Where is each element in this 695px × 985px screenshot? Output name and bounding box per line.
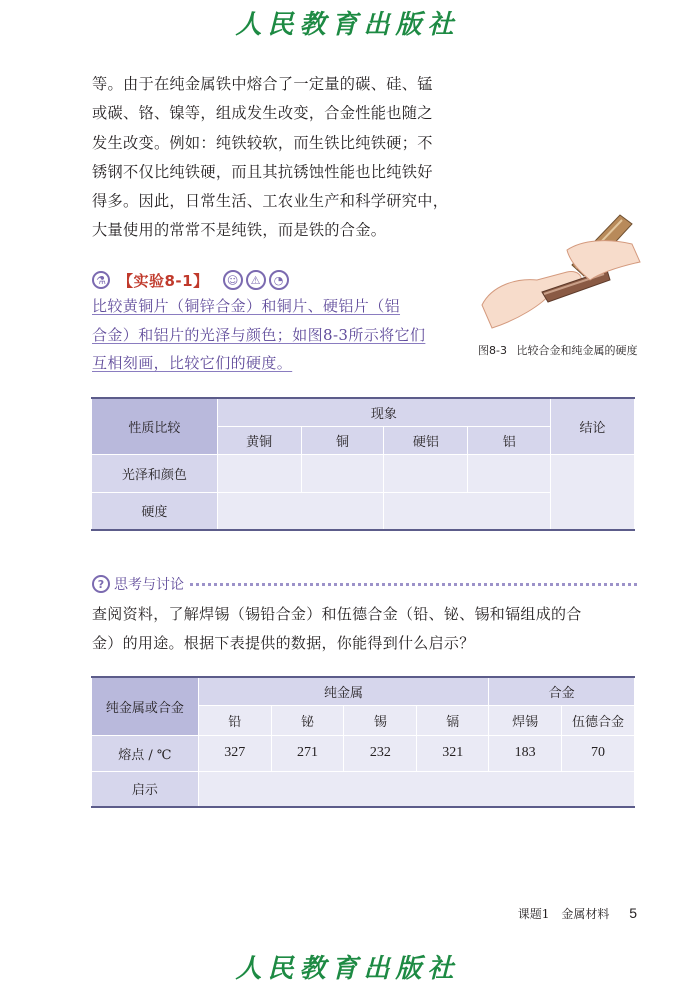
melting-point-value: 327: [198, 735, 271, 771]
material-header: 铝: [468, 426, 551, 454]
experiment-results-table: [91, 397, 635, 531]
intro-line: 等。由于在纯金属铁中熔合了一定量的碳、硅、锰: [92, 75, 433, 93]
intro-line: 锈钢不仅比纯铁硬，而且其抗锈蚀性能也比纯铁好: [92, 162, 433, 181]
melting-point-label: 熔点 / ℃: [92, 735, 199, 771]
goggles-icon: ☺: [223, 270, 243, 290]
item-header: 镉: [417, 705, 489, 735]
empty-cell: [468, 454, 551, 492]
publisher-logo-header: 人民教育出版社: [235, 10, 460, 40]
warning-icon: ⚠: [246, 270, 266, 290]
section-label: 课题1 金属材料: [517, 907, 610, 921]
experiment-instructions: [92, 292, 447, 378]
melting-point-table: [91, 676, 635, 808]
melting-point-value: 183: [489, 735, 562, 771]
hint-cell: [198, 771, 634, 807]
hint-label: 启示: [92, 771, 199, 807]
row-label: 光泽和颜色: [92, 454, 218, 492]
intro-line: 大量使用的常常不是纯铁，而是铁的合金。: [92, 221, 387, 240]
group-pure-header: 纯金属: [198, 677, 488, 705]
item-header: 锡: [344, 705, 417, 735]
group-alloy-header: 合金: [489, 677, 635, 705]
intro-line: 发生改变。例如：纯铁较软，而生铁比纯铁硬；不: [92, 133, 433, 152]
experiment-title: 【实验8-1】: [118, 271, 209, 290]
figure-caption: [478, 342, 658, 358]
experiment-line: 比较黄铜片（铜锌合金）和铜片、硬铝片（铝: [92, 297, 401, 315]
intro-paragraph: [92, 70, 449, 246]
item-header: 伍德合金: [562, 705, 635, 735]
question-icon: ?: [92, 575, 110, 593]
empty-cell: [217, 454, 301, 492]
page-number: 5: [629, 905, 637, 921]
experiment-header: [92, 269, 289, 291]
hand-wash-icon: ◔: [269, 270, 289, 290]
experiment-line: 合金）和铝片的光泽与颜色；如图8-3所示将它们: [92, 325, 426, 344]
intro-line: 得多。因此，日常生活、工农业生产和科学研究中，: [92, 192, 449, 211]
item-header: 焊锡: [489, 705, 562, 735]
dotted-divider: [190, 583, 637, 586]
col-property-header: 性质比较: [92, 398, 218, 454]
think-discuss-text: [92, 600, 637, 658]
col-conclusion-header: 结论: [551, 398, 635, 454]
empty-cell: [384, 492, 551, 530]
item-header: 铅: [198, 705, 271, 735]
flask-icon: ⚗: [92, 271, 110, 289]
melting-point-value: 271: [271, 735, 344, 771]
think-line: 查阅资料，了解焊锡（锡铅合金）和伍德合金（铅、铋、锡和镉组成的合: [92, 605, 582, 623]
figure-caption-text: 比较合金和纯金属的硬度: [516, 344, 638, 357]
page-footer: [518, 905, 637, 922]
melting-point-value: 232: [344, 735, 417, 771]
experiment-line: 互相刻画，比较它们的硬度。: [92, 354, 293, 372]
figure-number: 图8-3: [478, 344, 507, 357]
empty-cell: [384, 454, 468, 492]
material-header: 铜: [301, 426, 384, 454]
think-discuss-header: [92, 573, 637, 595]
empty-cell: [301, 454, 384, 492]
material-header: 黄铜: [217, 426, 301, 454]
safety-icons: [223, 270, 289, 290]
hardness-comparison-illustration: [472, 210, 642, 335]
item-header: 铋: [271, 705, 344, 735]
col-phenomenon-header: 现象: [217, 398, 550, 426]
publisher-logo-footer: 人民教育出版社: [235, 954, 460, 984]
melting-point-value: 321: [417, 735, 489, 771]
think-discuss-title: 思考与讨论: [114, 577, 184, 593]
think-line: 金）的用途。根据下表提供的数据，你能得到什么启示？: [92, 634, 475, 652]
intro-line: 或碳、铬、镍等，组成发生改变，合金性能也随之: [92, 104, 433, 123]
empty-cell: [217, 492, 384, 530]
row-label: 硬度: [92, 492, 218, 530]
col-item-header: 纯金属或合金: [92, 677, 199, 735]
conclusion-cell: [551, 454, 635, 530]
melting-point-value: 70: [562, 735, 635, 771]
material-header: 硬铝: [384, 426, 468, 454]
